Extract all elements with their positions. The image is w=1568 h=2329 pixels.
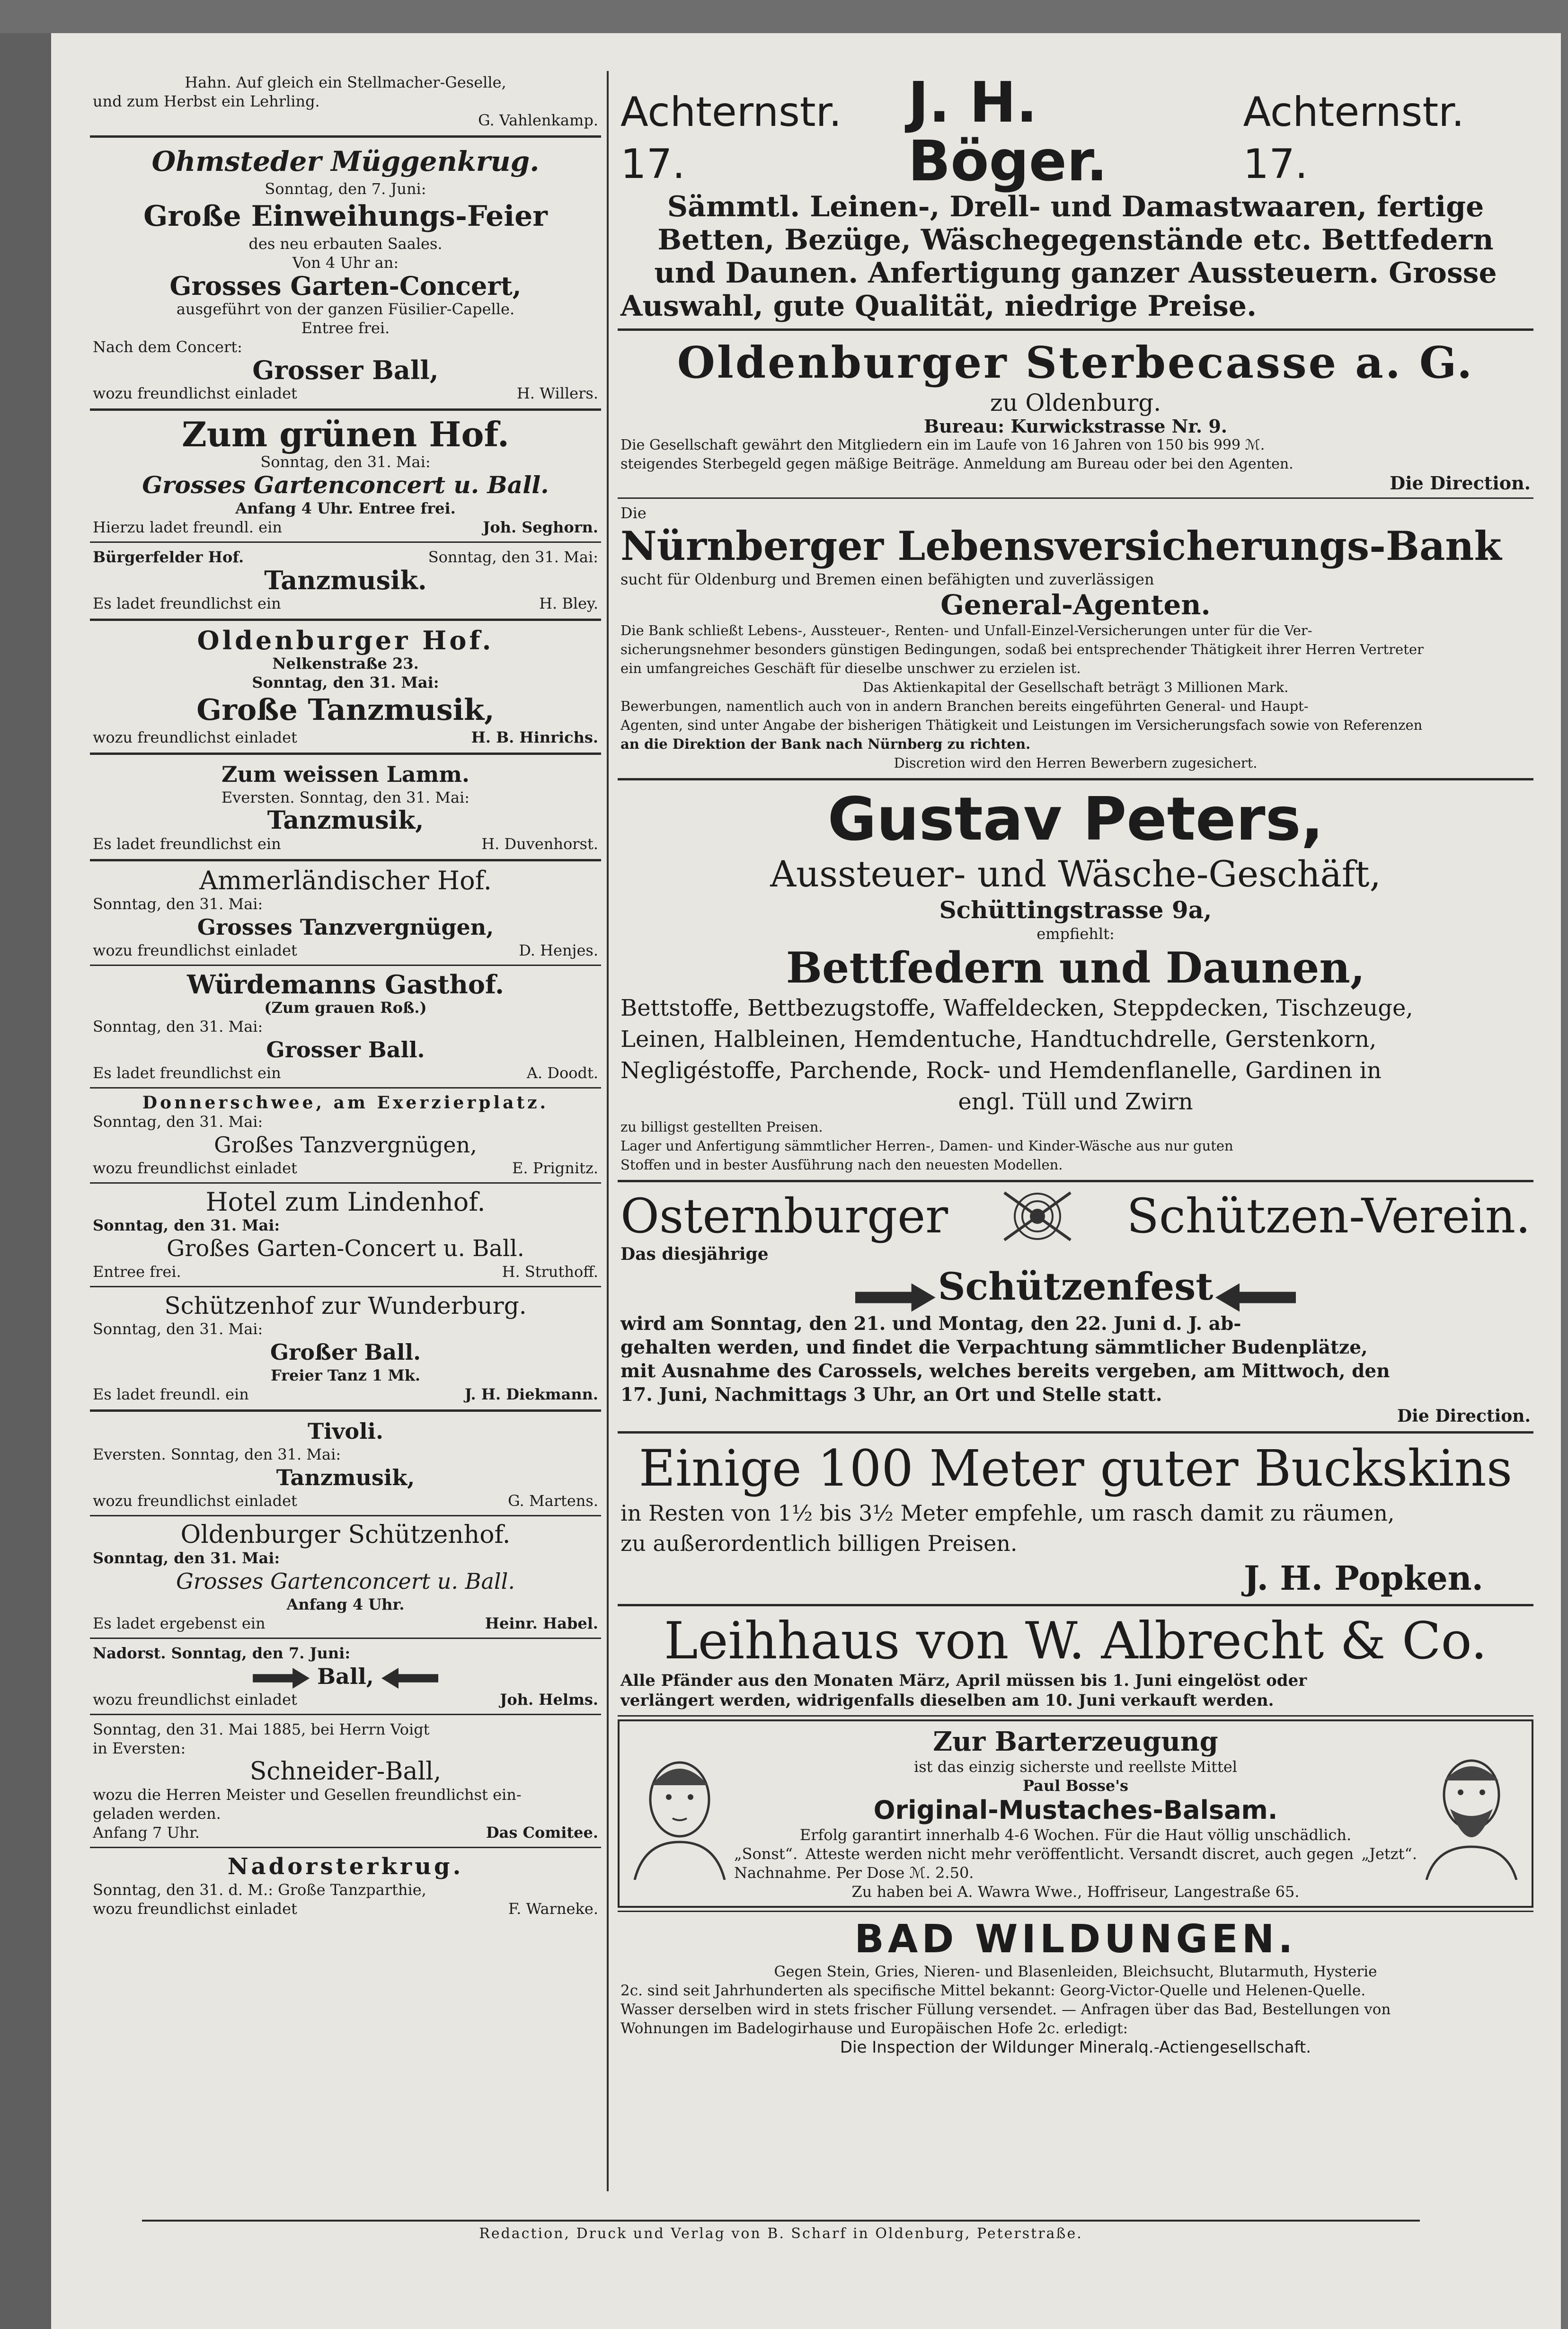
ad-text: wozu die Herren Meister und Gesellen freundlichst ein- [93, 1786, 522, 1804]
ad-text: Betten, Bezüge, Wäschegegenstände etc. Bettfedern [657, 223, 1494, 257]
ad-text: Es ladet freundlichst ein [93, 1064, 281, 1082]
ad-headline-row [620, 1264, 1531, 1312]
ad-address: Achternstr. 17. [1243, 89, 1464, 188]
ad-text: Wasser derselben wird in stets frischer Füllung versendet. — Anfragen über das Bad, Bestellungen von [620, 2001, 1391, 2018]
ad-text: Bewerbungen, namentlich auch von in andern Branchen bereits eingeführten General- und Haupt- [620, 698, 1309, 714]
ad-text: Nach dem Concert: [93, 338, 242, 356]
divider [90, 1286, 601, 1287]
ad-text: Stoffen und in bester Ausführung nach den neuesten Modellen. [620, 1157, 1063, 1173]
ad-text: Es ladet freundl. ein [93, 1385, 249, 1403]
ad-text: Negligéstoffe, Parchende, Rock- und Hemdenflanelle, Gardinen in [620, 1057, 1382, 1084]
ad-text: Das Aktienkapital der Gesellschaft beträgt 3 Millionen Mark. [862, 679, 1289, 695]
ad-weisses-lamm [90, 759, 601, 855]
ad-headline: Tanzmusik, [267, 806, 424, 835]
ad-signature: G. Vahlenkamp. [478, 111, 598, 129]
divider [90, 1638, 601, 1639]
ad-title: Zur Barterzeugung [933, 1726, 1218, 1757]
ad-boeger [618, 71, 1533, 325]
ad-title: Hotel zum Lindenhof. [205, 1187, 486, 1217]
ad-signature: Joh. Seghorn. [483, 518, 598, 536]
divider [90, 1409, 601, 1412]
ad-headline: Großer Ball. [270, 1339, 421, 1365]
ad-text: zu außerordentlich billigen Preisen. [620, 1530, 1018, 1556]
ad-signature: H. Bley. [539, 594, 598, 612]
divider [618, 1431, 1533, 1434]
ad-date: Eversten. Sonntag, den 31. Mai: [93, 1445, 341, 1463]
ad-text: wozu freundlichst einladet [93, 1159, 297, 1177]
ad-date: Nadorst. Sonntag, den 7. Juni: [93, 1644, 351, 1662]
ad-title: Osternburger [620, 1188, 948, 1244]
divider [618, 1911, 1533, 1912]
ad-leihhaus [618, 1610, 1533, 1712]
ad-signature: G. Martens. [508, 1492, 598, 1510]
divider [618, 328, 1533, 331]
caption-before: „Sonst“. [734, 1844, 798, 1863]
divider [618, 1180, 1533, 1182]
pointing-hand-icon [855, 1284, 936, 1312]
ad-text: Die [620, 504, 647, 522]
ad-signature: Die Direction. [1390, 472, 1531, 494]
ad-title: Schützenhof zur Wunderburg. [164, 1292, 527, 1319]
left-column [90, 71, 601, 2182]
pointing-hand-icon [253, 1668, 310, 1689]
divider [90, 1847, 601, 1848]
ad-text: Das diesjährige [620, 1244, 769, 1264]
ad-signature: D. Henjes. [519, 941, 598, 959]
ad-title: Bürgerfelder Hof. [93, 548, 244, 566]
ad-text: Entree frei. [301, 319, 390, 337]
imprint-footer: Redaction, Druck und Verlag von B. Scharf in Oldenburg, Peterstraße. [479, 2225, 1083, 2242]
ad-sterbecasse [618, 335, 1533, 495]
ad-wuerdemanns [90, 969, 601, 1084]
ad-title: Tivoli. [307, 1418, 384, 1444]
ad-date: Eversten. Sonntag, den 31. Mai: [221, 788, 470, 806]
ad-text: zu billigst gestellten Preisen. [620, 1119, 823, 1135]
pointing-hand-icon [381, 1668, 438, 1689]
ad-text: Auswahl, gute Qualität, niedrige Preise. [620, 290, 1257, 323]
ad-text: des neu erbauten Saales. [248, 235, 443, 253]
ad-subtitle: (Zum grauen Roß.) [264, 999, 427, 1017]
ad-ammerlaendischer-hof [90, 865, 601, 962]
ad-signature: Die Inspection der Wildunger Mineralq.-Actiengesellschaft. [840, 2037, 1311, 2057]
ad-text: Es ladet freundlichst ein [93, 835, 281, 853]
ad-signature: J. H. Popken. [1244, 1558, 1483, 1598]
ad-headline: Grosser Ball, [252, 355, 439, 385]
ad-date: Sonntag, den 7. Juni: [265, 180, 426, 198]
ad-text: empfiehlt: [1036, 925, 1115, 943]
ad-text: Discretion wird den Herren Bewerbern zugesichert. [894, 755, 1258, 771]
ad-text: Atteste werden nicht mehr veröffentlicht. Versandt discret, auch gegen [805, 1844, 1354, 1863]
ad-text: Hahn. Auf gleich ein Stellmacher-Geselle, [185, 73, 506, 91]
ad-headline: Großes Garten-Concert u. Ball. [167, 1235, 524, 1262]
ad-text: Paul Bosse's [1022, 1776, 1129, 1795]
ad-text: ausgeführt von der ganzen Füsilier-Capelle. [176, 300, 515, 318]
ad-text: gehalten werden, und findet die Verpachtung sämmtlicher Budenplätze, [620, 1336, 1368, 1358]
ad-text: Erfolg garantirt innerhalb 4-6 Wochen. Für die Haut völlig unschädlich. [799, 1825, 1352, 1844]
ad-signature: Das Comitee. [486, 1824, 598, 1842]
ad-text: ist das einzig sicherste und reellste Mittel [914, 1757, 1237, 1776]
divider [90, 1515, 601, 1516]
ad-subtitle: zu Oldenburg. [990, 389, 1161, 416]
footer-rule [142, 2220, 1420, 2222]
ad-schneider-ball [90, 1718, 601, 1844]
ad-headline-row [93, 1663, 598, 1690]
ad-title: Zum grünen Hof. [182, 414, 509, 454]
ad-text: mit Ausnahme des Carossels, welches bereits vergeben, am Mittwoch, den [620, 1360, 1390, 1382]
ad-signature: H. Duvenhorst. [481, 835, 598, 853]
ad-headline: Original-Mustaches-Balsam. [873, 1795, 1278, 1825]
right-column [618, 71, 1533, 2229]
ad-title: Oldenburger Sterbecasse a. G. [677, 337, 1474, 388]
scan-edge [0, 33, 51, 2329]
ad-signature: H. B. Hinrichs. [471, 728, 598, 746]
ad-text: in Eversten: [93, 1739, 186, 1757]
ad-text: wird am Sonntag, den 21. und Montag, den 22. Juni d. J. ab- [620, 1312, 1241, 1335]
ad-text: Die Bank schließt Lebens-, Aussteuer-, Renten- und Unfall-Einzel-Versicherungen unter für die Ver- [620, 622, 1312, 638]
shooting-target-icon [1002, 1188, 1073, 1245]
ad-signature: Joh. Helms. [500, 1691, 598, 1709]
ad-signature: Heinr. Habel. [485, 1614, 598, 1632]
divider [618, 778, 1533, 780]
ad-text: Bettstoffe, Bettbezugstoffe, Waffeldecken, Steppdecken, Tischzeuge, [620, 995, 1413, 1021]
ad-signature: J. H. Diekmann. [464, 1385, 598, 1403]
ad-text: wozu freundlichst einladet [93, 384, 297, 402]
ad-text: Wohnungen im Badelogirhause und Europäischen Hofe 2c. erledigt: [620, 2019, 1128, 2037]
ad-date: Sonntag, den 31. Mai: [93, 1320, 263, 1338]
ad-text: Alle Pfänder aus den Monaten März, April müssen bis 1. Juni eingelöst oder [620, 1671, 1307, 1690]
ad-text: Anfang 4 Uhr. [286, 1595, 405, 1613]
divider [90, 619, 601, 621]
ad-nadorsterkrug [90, 1851, 601, 1920]
ad-date: Sonntag, den 31. Mai: [93, 1113, 263, 1131]
ad-wunderburg [90, 1290, 601, 1406]
ad-text: Die Gesellschaft gewährt den Mitgliedern ein im Laufe von 16 Jahren von 150 bis 999 ℳ. [620, 437, 1265, 453]
ad-text: 17. Juni, Nachmittags 3 Uhr, an Ort und Stelle statt. [620, 1383, 1162, 1406]
ad-signature: F. Warneke. [508, 1900, 598, 1918]
ad-title: Oldenburger Schützenhof. [180, 1521, 511, 1549]
ad-headline: Schützenfest [938, 1264, 1214, 1309]
ad-headline: Großes Tanzvergnügen, [214, 1132, 477, 1158]
ad-headline: Grosser Ball. [266, 1037, 425, 1063]
ad-text: Nachnahme. Per Dose ℳ. 2.50. [734, 1863, 974, 1882]
ad-text: wozu freundlichst einladet [93, 728, 297, 746]
ad-title: Zum weissen Lamm. [221, 762, 470, 787]
ad-title: J. H. Böger. [908, 71, 1108, 194]
ad-text: steigendes Sterbegeld gegen mäßige Beiträge. Anmeldung am Bureau oder bei den Agenten. [620, 456, 1293, 472]
portrait-after-illustration [1417, 1747, 1526, 1880]
ad-address: Schüttingstrasse 9a, [939, 896, 1212, 924]
ad-title: Leihhaus von W. Albrecht & Co. [664, 1611, 1488, 1671]
ad-date: Sonntag, den 31. Mai: [93, 1216, 280, 1234]
ad-text: geladen werden. [93, 1805, 221, 1823]
ad-oldenburger-hof [90, 625, 601, 749]
ad-headline: Grosses Gartenconcert u. Ball. [142, 471, 549, 499]
ad-bosse-balsam [618, 1719, 1533, 1908]
ad-ohmsteder [90, 142, 601, 405]
ad-headline: Grosses Tanzvergnügen, [197, 914, 494, 940]
pointing-hand-icon [1215, 1284, 1296, 1312]
ad-address: Achternstr. 17. [620, 89, 842, 188]
ad-subtitle: Aussteuer- und Wäsche-Geschäft, [770, 853, 1381, 895]
caption-after: „Jetzt“. [1361, 1844, 1417, 1863]
divider [90, 1182, 601, 1184]
ad-text: Zu haben bei A. Wawra Wwe., Hoffriseur, Langestraße 65. [851, 1882, 1300, 1901]
ad-headline: Tanzmusik, [276, 1465, 415, 1490]
bosse-text [734, 1726, 1417, 1901]
divider [90, 965, 601, 966]
ad-text: Es ladet freundlichst ein [93, 594, 281, 612]
ad-text: Lager und Anfertigung sämmtlicher Herren-, Damen- und Kinder-Wäsche aus nur guten [620, 1138, 1233, 1154]
ad-text: sicherungsnehmer besonders günstigen Bedingungen, sodaß bei entsprechender Thätigkeit ihrer Herren Vertreter [620, 641, 1424, 657]
ad-oldenburger-schuetzenhof [90, 1519, 601, 1635]
divider [618, 497, 1533, 499]
ad-title: Nürnberger Lebensversicherungs-Bank [620, 522, 1502, 569]
ad-text: Gegen Stein, Gries, Nieren- und Blasenleiden, Bleichsucht, Blutarmuth, Hysterie [774, 1963, 1377, 1980]
ad-text: ein umfangreiches Geschäft für dieselbe unschwer zu erzielen ist. [620, 660, 1081, 676]
ad-text: Agenten, sind unter Angabe der bisherigen Thätigkeit und Leistungen im Versicherungsfach sowie von Referenzen [620, 717, 1423, 733]
ad-date: Sonntag, den 31. Mai: [428, 548, 598, 566]
ad-text: Anfang 7 Uhr. [93, 1824, 200, 1842]
ad-date: Sonntag, den 31. Mai: [93, 895, 263, 913]
ad-signature: E. Prignitz. [512, 1159, 598, 1177]
ad-popken [618, 1437, 1533, 1600]
ad-title: Schützen-Verein. [1126, 1188, 1531, 1244]
ad-hahn [90, 71, 601, 132]
divider [90, 859, 601, 861]
ad-text: Sonntag, den 31. Mai 1885, bei Herrn Voigt [93, 1720, 430, 1738]
ad-text: Sonntag, den 31. d. M.: Große Tanzparthie, [93, 1881, 426, 1899]
ad-title: Gustav Peters, [827, 784, 1324, 854]
ad-text: in Resten von 1½ bis 3½ Meter empfehle, um rasch damit zu räumen, [620, 1500, 1395, 1526]
ad-title: Nadorsterkrug. [227, 1853, 464, 1880]
ad-signature: Die Direction. [1397, 1406, 1531, 1426]
ad-headline: Große Tanzmusik, [196, 692, 495, 727]
ad-title: Donnerschwee, am Exerzierplatz. [142, 1093, 549, 1113]
ad-headline: Grosses Gartenconcert u. Ball. [176, 1568, 515, 1594]
ad-signature: H. Willers. [516, 384, 598, 402]
ad-headline: Ball, [317, 1664, 374, 1689]
ad-address: Bureau: Kurwickstrasse Nr. 9. [923, 416, 1228, 437]
ad-text: wozu freundlichst einladet [93, 941, 297, 959]
ad-headline: Bettfedern und Daunen, [786, 943, 1365, 993]
column-rule [607, 71, 609, 2191]
ad-text: Nelkenstraße 23. [272, 655, 419, 673]
divider [90, 541, 601, 543]
ad-text: und Daunen. Anfertigung ganzer Aussteuern. Grosse [654, 257, 1497, 290]
ad-headline: Tanzmusik. [264, 565, 427, 595]
ad-text: Leinen, Halbleinen, Hemdentuche, Handtuchdrelle, Gerstenkorn, [620, 1026, 1377, 1053]
divider [618, 1604, 1533, 1606]
ad-date: Sonntag, den 31. Mai: [252, 673, 439, 691]
ad-headline: Große Einweihungs-Feier [143, 200, 548, 233]
ad-gustav-peters [618, 784, 1533, 1176]
ad-nuernberger [618, 502, 1533, 774]
ad-title: Ammerländischer Hof. [199, 866, 492, 895]
ad-headline: Grosses Garten-Concert, [169, 271, 522, 301]
ad-text: Sämmtl. Leinen-, Drell- und Damastwaaren, fertige [667, 190, 1484, 223]
ad-text: an die Direktion der Bank nach Nürnberg zu richten. [620, 736, 1031, 752]
ad-headline: General-Agenten. [940, 589, 1211, 621]
ad-text: wozu freundlichst einladet [93, 1691, 297, 1709]
portrait-before-illustration [625, 1747, 734, 1880]
divider [90, 1087, 601, 1089]
ad-text: wozu freundlichst einladet [93, 1900, 297, 1918]
ad-text: Es ladet ergebenst ein [93, 1614, 266, 1632]
ad-date: Sonntag, den 31. Mai: [93, 1549, 280, 1567]
ad-headline: Schneider-Ball, [249, 1757, 442, 1786]
ad-bad-wildungen [618, 1915, 1533, 2059]
ad-osternburger-schuetzenverein [618, 1186, 1533, 1427]
ad-text: engl. Tüll und Zwirn [958, 1089, 1193, 1115]
ad-title: Würdemanns Gasthof. [187, 969, 504, 1000]
ad-nadorst [90, 1642, 601, 1711]
divider [90, 1714, 601, 1715]
divider [90, 135, 601, 138]
ad-text: Freier Tanz 1 Mk. [270, 1366, 421, 1384]
ad-text: und zum Herbst ein Lehrling. [93, 92, 320, 110]
ad-text: verlängert werden, widrigenfalls dieselben am 10. Juni verkauft werden. [620, 1691, 1274, 1710]
ad-text: Anfang 4 Uhr. Entree frei. [235, 499, 456, 517]
ad-tivoli [90, 1416, 601, 1512]
divider [90, 408, 601, 411]
ad-headline: Einige 100 Meter guter Buckskins [638, 1439, 1513, 1497]
ad-title: Oldenburger Hof. [197, 625, 494, 655]
ad-text: Von 4 Uhr an: [292, 254, 399, 272]
ad-signature: A. Doodt. [526, 1064, 598, 1082]
ad-text: 2c. sind seit Jahrhunderten als specifische Mittel bekannt: Georg-Victor-Quelle und Helenen-Quelle. [620, 1982, 1366, 1999]
ad-buergerfelder [90, 546, 601, 615]
ad-gruener-hof [90, 415, 601, 539]
ad-title: Ohmsteder Müggenkrug. [151, 145, 540, 177]
ad-text: sucht für Oldenburg und Bremen einen befähigten und zuverlässigen [620, 570, 1154, 588]
ad-date: Sonntag, den 31. Mai: [93, 1018, 263, 1036]
ad-text: wozu freundlichst einladet [93, 1492, 297, 1510]
ad-lindenhof [90, 1187, 601, 1283]
ad-title: BAD WILDUNGEN. [854, 1916, 1297, 1962]
divider [90, 753, 601, 755]
ad-signature: H. Struthoff. [502, 1263, 598, 1281]
ad-date: Sonntag, den 31. Mai: [260, 453, 431, 471]
ad-text: Hierzu ladet freundl. ein [93, 518, 282, 536]
ad-text: Entree frei. [93, 1263, 181, 1281]
divider [618, 1715, 1533, 1717]
ad-donnerschwee [90, 1091, 601, 1179]
